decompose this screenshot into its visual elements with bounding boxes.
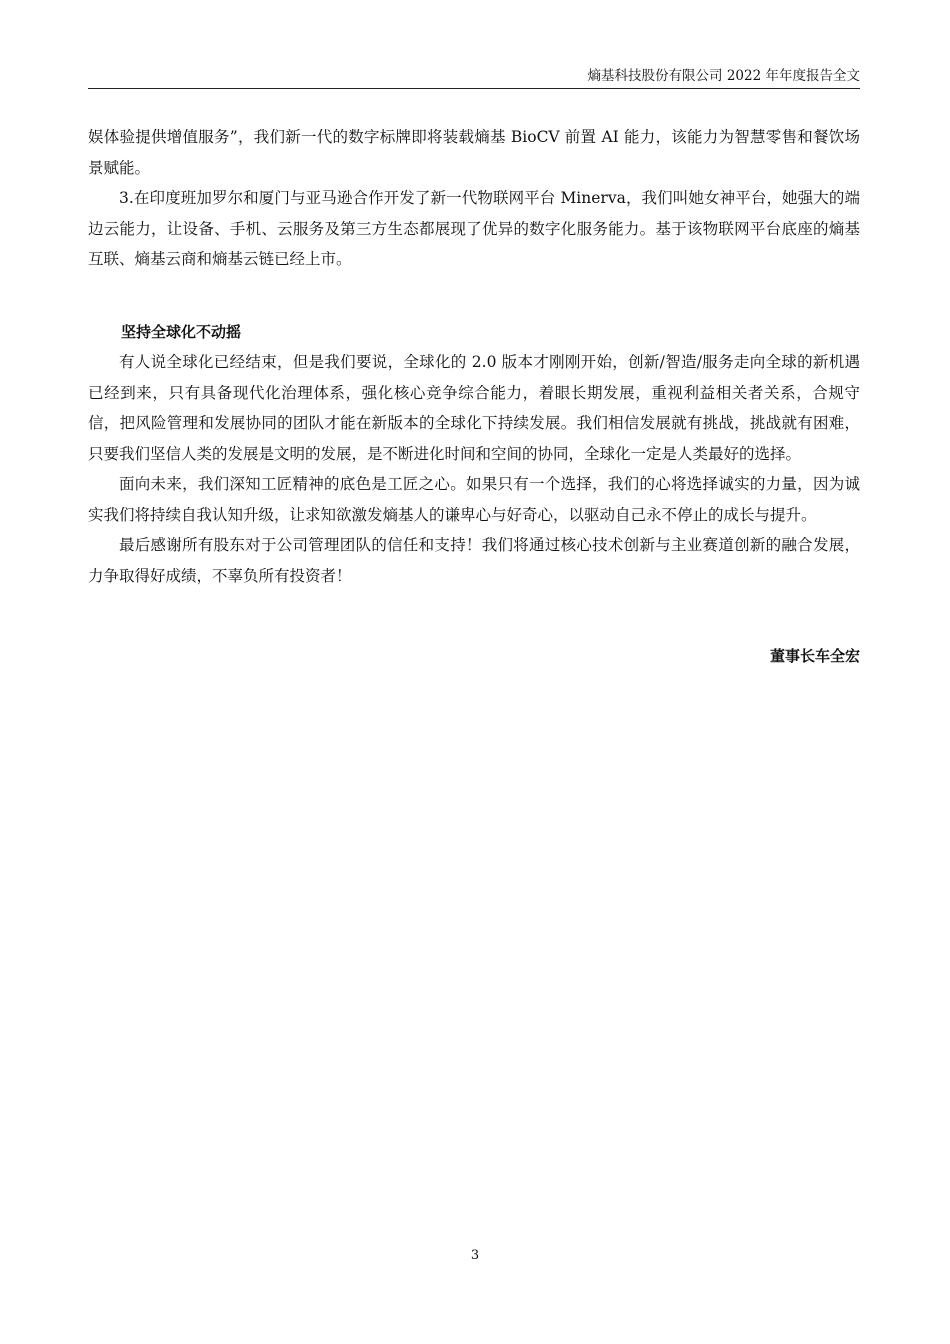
section-heading: 坚持全球化不动摇 [121, 322, 242, 341]
paragraph-thanks: 最后感谢所有股东对于公司管理团队的信任和支持！我们将通过核心技术创新与主业赛道创新的融合发展，力争取得好成绩，不辜负所有投资者！ [88, 536, 860, 585]
spacer [88, 275, 860, 317]
spacer [88, 591, 860, 641]
page-number: 3 [470, 1248, 480, 1263]
signature: 董事长车全宏 [769, 647, 860, 665]
header-title: 熵基科技股份有限公司 2022 年年度报告全文 [587, 68, 860, 84]
paragraph-globalization: 有人说全球化已经结束，但是我们要说，全球化的 2.0 版本才刚刚开始，创新/智造/服务走向全球的新机遇已经到来，只有具备现代化治理体系，强化核心竞争综合能力，着眼长期发展，重视利益相关者关系，合规守信，把风险管理和发展协同的团队才能在新版本的全球化下持续发展。我们相信发展就有挑战，挑战就有困难，只要我们坚信人类的发展是文明的发展，是不断进化时间和空间的协同，全球化一定是人类最好的选择。 [88, 353, 860, 463]
paragraph-future: 面向未来，我们深知工匠精神的底色是工匠之心。如果只有一个选择，我们的心将选择诚实的力量，因为诚实我们将持续自我认知升级，让求知欲激发熵基人的谦卑心与好奇心，以驱动自己永不停止的成长与提升。 [88, 475, 860, 524]
page-header [88, 66, 860, 89]
document-body [88, 122, 860, 671]
paragraph-minerva: 3.在印度班加罗尔和厦门与亚马逊合作开发了新一代物联网平台 Minerva，我们叫她女神平台，她强大的端边云能力，让设备、手机、云服务及第三方生态都展现了优异的数字化服务能力。基于该物联网平台底座的熵基互联、熵基云商和熵基云链已经上市。 [88, 189, 860, 268]
paragraph-continued: 娱体验提供增值服务”，我们新一代的数字标牌即将装载熵基 BioCV 前置 AI 能力，该能力为智慧零售和餐饮场景赋能。 [88, 128, 860, 177]
